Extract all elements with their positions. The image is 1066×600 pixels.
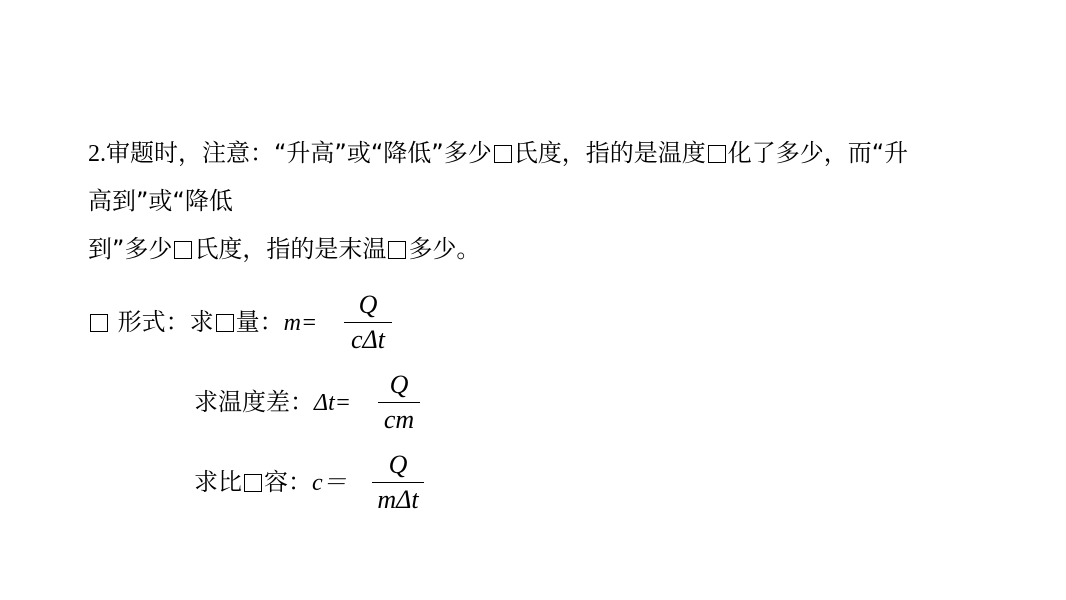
missing-glyph-box — [244, 474, 262, 492]
fraction-specific-heat — [372, 450, 424, 515]
line1-rest: 氏度，指的是温度 — [513, 139, 706, 167]
fraction-mass — [344, 290, 392, 355]
line3-a: 到”多少 — [88, 235, 173, 263]
paragraph-line-2 — [88, 186, 233, 216]
formula-temp-row — [194, 387, 351, 418]
line1-text: 审题时，注意：“升高”或“降低”多少 — [106, 139, 492, 167]
paragraph-line-1 — [88, 138, 908, 169]
fraction-mass-denominator: cΔt — [350, 325, 386, 354]
missing-glyph-box — [494, 145, 512, 163]
formula-heat-label-a: 求比 — [194, 468, 242, 496]
paragraph-line-3 — [88, 234, 480, 264]
formula-heat-label-b: 容： — [264, 468, 312, 496]
missing-glyph-box — [174, 241, 192, 259]
formula-temp-label: 求温度差： — [194, 388, 314, 416]
formula-specific-heat-row — [194, 467, 347, 498]
fraction-temp-numerator: Q — [389, 370, 409, 399]
formula-mass-label-a: 形式：求 — [117, 308, 214, 336]
formula-temp-var: Δt= — [314, 390, 351, 416]
item-number: 2. — [88, 141, 106, 167]
fraction-temp — [378, 370, 420, 435]
fraction-bar — [344, 322, 392, 323]
line1-rest2: 化了多少，而“升 — [727, 139, 909, 167]
line2-text: 高到”或“降低 — [88, 187, 233, 215]
missing-glyph-box — [216, 314, 234, 332]
fraction-heat-denominator: mΔt — [377, 485, 419, 514]
missing-glyph-box — [708, 145, 726, 163]
formula-heat-var: c＝ — [312, 470, 347, 496]
missing-glyph-box — [388, 241, 406, 259]
formula-mass-label-b: 量： — [235, 308, 284, 336]
fraction-mass-numerator: Q — [358, 290, 378, 319]
fraction-bar — [378, 402, 420, 403]
line3-b: 氏度，指的是末温 — [194, 235, 387, 263]
formula-mass-var: m= — [283, 310, 318, 336]
fraction-heat-numerator: Q — [388, 450, 408, 479]
line3-c: 多少。 — [408, 235, 481, 263]
formula-mass-row — [88, 307, 317, 338]
fraction-bar — [372, 482, 424, 483]
fraction-temp-denominator: cm — [383, 405, 415, 434]
missing-glyph-box — [90, 314, 108, 332]
